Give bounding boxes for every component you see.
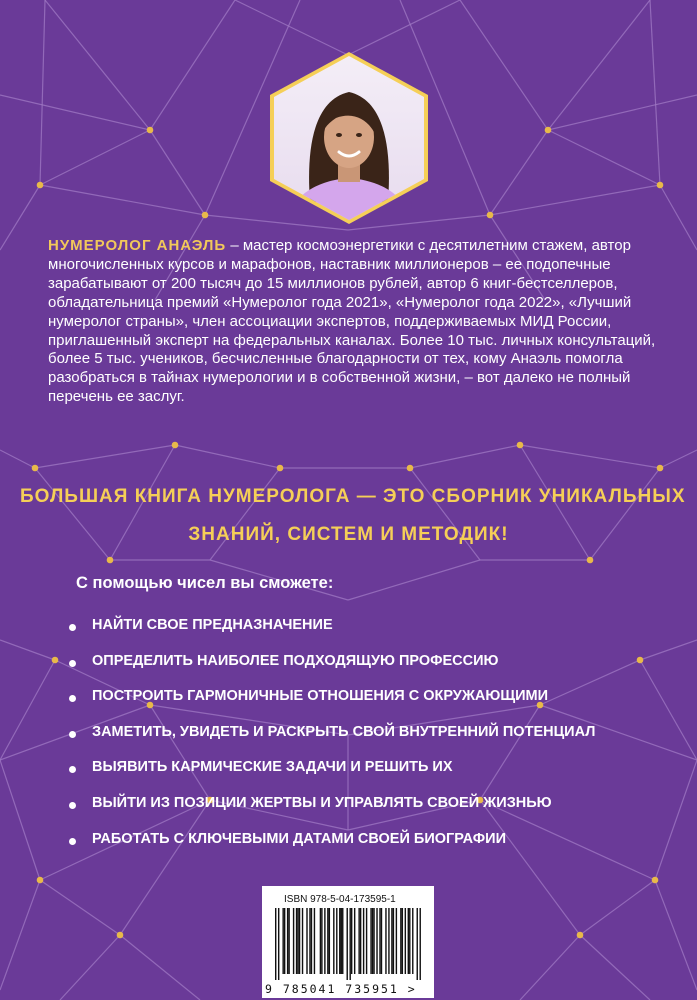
barcode-bar (309, 908, 310, 974)
barcode-bar (329, 908, 330, 974)
bullet-dot-icon (69, 624, 76, 631)
headline-line-1: БОЛЬШАЯ КНИГА НУМЕРОЛОГА — ЭТО СБОРНИК УНИКАЛЬНЫХ (20, 486, 686, 507)
barcode-bar (358, 908, 359, 974)
benefit-text: ОПРЕДЕЛИТЬ НАИБОЛЕЕ ПОДХОДЯЩУЮ ПРОФЕССИЮ (92, 652, 499, 669)
barcode-bar (385, 908, 386, 974)
barcode-digits: 9 785041 735951 > (265, 982, 417, 996)
barcode-bar (396, 908, 397, 974)
barcode-panel (262, 886, 434, 998)
barcode-bar (299, 908, 300, 974)
barcode-bar (302, 908, 303, 974)
benefit-item (66, 795, 686, 831)
barcode-bar (311, 908, 312, 974)
barcode-bar (370, 908, 371, 974)
barcode-bar (366, 908, 367, 974)
barcode-bar (342, 908, 343, 974)
barcode-bar (287, 908, 288, 974)
barcode-bar (379, 908, 380, 974)
author-name: НУМЕРОЛОГ АНАЭЛЬ (48, 237, 227, 254)
bullet-dot-icon (69, 802, 76, 809)
benefit-text: ВЫЯВИТЬ КАРМИЧЕСКИЕ ЗАДАЧИ И РЕШИТЬ ИХ (92, 759, 453, 776)
barcode-bar (296, 908, 297, 974)
headline-line-2: ЗНАНИЙ, СИСТЕМ И МЕТОДИК! (188, 524, 509, 545)
barcode-bar (381, 908, 382, 974)
barcode-bar (284, 908, 285, 974)
benefit-text: НАЙТИ СВОЕ ПРЕДНАЗНАЧЕНИЕ (92, 617, 333, 633)
barcode-bar (288, 908, 289, 974)
author-bio-text: – мастер космоэнергетики с десятилетним стажем, автор многочисленных курсов и марафонов, наставник миллионеров – ее подопечные зарабатывают от 200 тысяч до 15 миллионов рублей, автор 6 книг-бестселлеров, обладательница премий «Нумеролог года 2021», «Нумеролог года 2022», «Лучший нумеролог страны», член ассоциации экспертов, поддерживаемых МИД России, приглашенный эксперт на федеральных каналах. Более 10 тыс. личных консультаций, более 5 тыс. учеников, бесчисленные благодарности от тех, кому Анаэль помогла разобраться в тайнах нумерологии и в собственной жизни, – вот далеко не полный перечень ее заслуг. (48, 237, 656, 406)
barcode-bar (320, 908, 321, 974)
bullet-dot-icon (69, 838, 76, 845)
barcode-bar (278, 908, 279, 980)
barcode-bar (321, 908, 322, 974)
barcode-bar (349, 908, 350, 980)
barcode-bar (393, 908, 394, 974)
benefit-item (66, 617, 686, 653)
barcode-bar (372, 908, 373, 974)
barcode-bar (420, 908, 421, 980)
barcode-bar (400, 908, 401, 974)
barcode-bar (412, 908, 413, 974)
benefit-item (66, 724, 686, 760)
barcode-bar (409, 908, 410, 974)
bullet-dot-icon (69, 660, 76, 667)
benefits-intro: С помощью чисел вы сможете: (76, 574, 334, 592)
barcode-bar (405, 908, 406, 974)
author-bio (48, 237, 656, 407)
barcode-bar (388, 908, 389, 974)
benefit-text: РАБОТАТЬ С КЛЮЧЕВЫМИ ДАТАМИ СВОЕЙ БИОГРАФИИ (92, 830, 506, 847)
barcode-bar (333, 908, 334, 974)
barcode-bar (306, 908, 307, 974)
barcode-bar (275, 908, 276, 980)
benefit-text: ВЫЙТИ ИЗ ПОЗИЦИИ ЖЕРТВЫ И УПРАВЛЯТЬ СВОЕЙ ЖИЗНЬЮ (92, 794, 552, 811)
barcode-bar (363, 908, 364, 974)
barcode-bar (327, 908, 328, 974)
barcode-bar (347, 908, 348, 980)
barcode-bar (402, 908, 403, 974)
barcode-bar (339, 908, 340, 974)
barcode-bar (336, 908, 337, 974)
author-portrait (266, 52, 432, 224)
barcode-bar (360, 908, 361, 974)
benefit-item (66, 831, 686, 867)
barcode-bar (351, 908, 352, 974)
barcode-bar (282, 908, 283, 974)
barcode-icon (275, 908, 421, 980)
barcode-bar (354, 908, 355, 974)
bullet-dot-icon (69, 731, 76, 738)
bullet-dot-icon (69, 766, 76, 773)
book-headline (20, 478, 686, 554)
benefit-item (66, 653, 686, 689)
barcode-bar (417, 908, 418, 980)
barcode-bar (297, 908, 298, 974)
barcode-bar (376, 908, 377, 974)
barcode-bar (341, 908, 342, 974)
barcode-bar (408, 908, 409, 974)
barcode-bar (324, 908, 325, 974)
benefit-text: ПОСТРОИТЬ ГАРМОНИЧНЫЕ ОТНОШЕНИЯ С ОКРУЖАЮЩИМИ (92, 688, 549, 705)
isbn-label: ISBN 978-5-04-173595-1 (284, 894, 396, 905)
barcode-bar (373, 908, 374, 974)
barcode-bar (314, 908, 315, 974)
benefit-item (66, 759, 686, 795)
benefit-text: ЗАМЕТИТЬ, УВИДЕТЬ И РАСКРЫТЬ СВОЙ ВНУТРЕННИЙ ПОТЕНЦИАЛ (92, 723, 596, 740)
bullet-dot-icon (69, 695, 76, 702)
benefit-item (66, 688, 686, 724)
barcode-bar (293, 908, 294, 974)
benefits-list (66, 617, 686, 866)
barcode-bar (391, 908, 392, 974)
